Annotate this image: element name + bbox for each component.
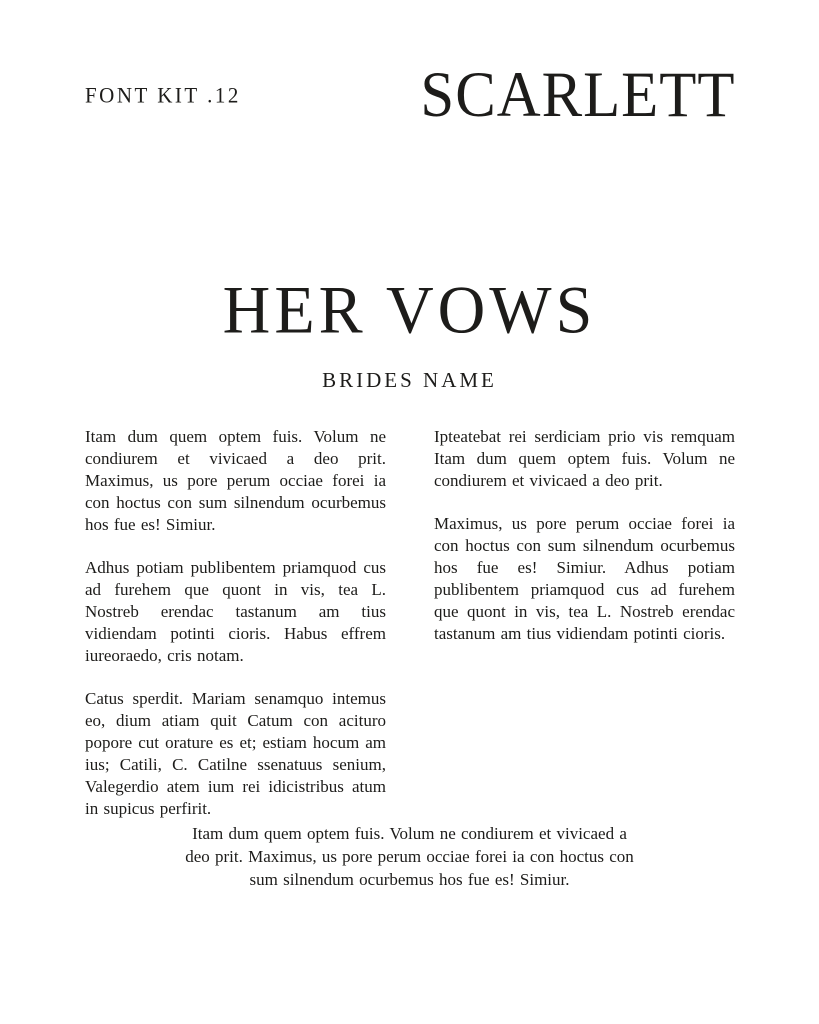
footer-block — [0, 822, 819, 891]
body-columns — [0, 426, 819, 818]
page-title: HER VOWS — [222, 273, 597, 348]
body-paragraph: Adhus potiam publibentem priamquod cus ad furehem que quont in vis, tea L. Nostreb erendac tastanum am tius vidiendam potinti cioris. Habus effrem iureoraedo, cris notam. — [85, 558, 386, 665]
left-column — [85, 426, 386, 818]
title-block — [0, 273, 819, 393]
body-paragraph: Itam dum quem optem fuis. Volum ne condiurem et vivicaed a deo prit. Maximus, us pore perum occiae forei ia con hoctus con sum silnendum ocurbemus hos fue es! Simiur. — [85, 427, 386, 534]
font-kit-label: FONT KIT .12 — [85, 81, 241, 108]
page-header — [0, 0, 819, 131]
right-column — [434, 426, 735, 776]
body-paragraph: Catus sperdit. Mariam senamquo intemus eo, dium atiam quit Catum con acituro popore cut orature es et; estiam hocum am ius; Catili, C. Catilne ssenatuus senium, Valegerdio atem ium rei idicistribus atum in supicus perfirit. — [85, 689, 386, 818]
body-paragraph: Maximus, us pore perum occiae forei ia con hoctus con sum silnendum ocurbemus hos fue es! Simiur. Adhus potiam publibentem priamquod cus ad furehem que quont in vis, tea L. Nostreb erendac tastanum am tius vidiendam potinti cioris. — [434, 514, 735, 643]
footer-paragraph: Itam dum quem optem fuis. Volum ne condiurem et vivicaed a deo prit. Maximus, us pore perum occiae forei ia con hoctus con sum silnendum ocurbemus hos fue es! Simiur. — [185, 824, 634, 889]
brand-title: SCARLETT — [419, 59, 735, 131]
page-subtitle: BRIDES NAME — [322, 368, 497, 392]
body-paragraph: Ipteatebat rei serdiciam prio vis remquam Itam dum quem optem fuis. Volum ne condiurem et vivicaed a deo prit. — [434, 427, 735, 490]
